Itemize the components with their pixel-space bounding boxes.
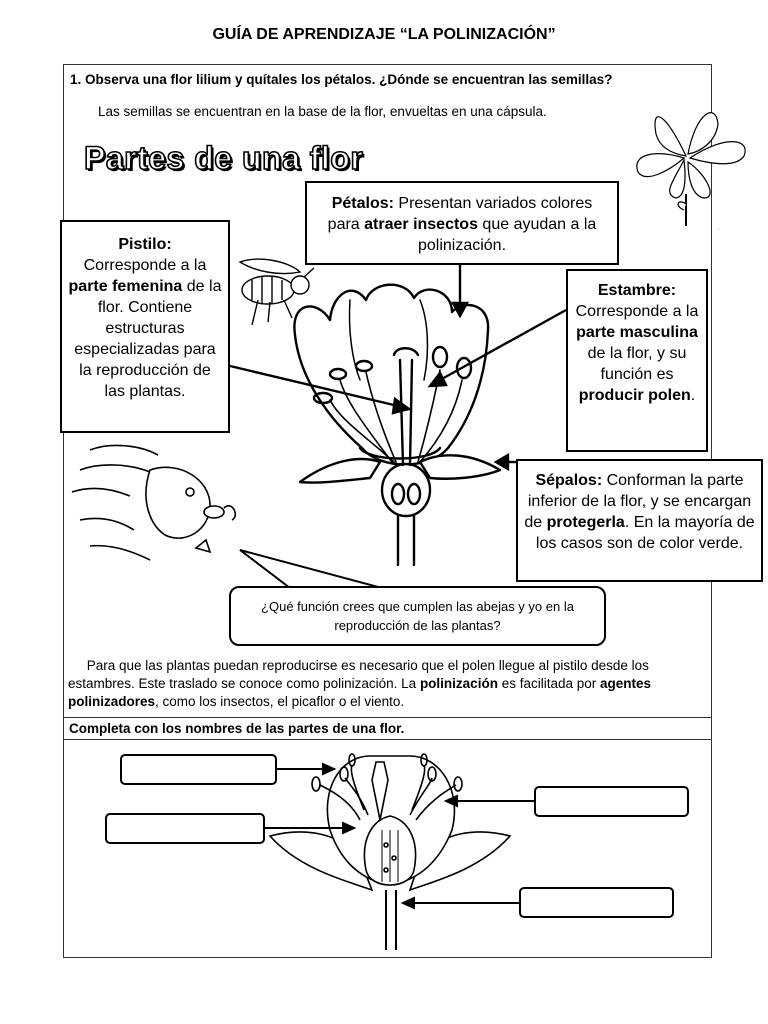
stamen-callout — [566, 269, 708, 452]
answer-blank-petals[interactable] — [120, 754, 277, 785]
petals-callout — [305, 181, 619, 265]
petals-term: Pétalos: — [331, 195, 394, 212]
answer-blank-sepals[interactable] — [519, 887, 674, 918]
section-heading: Partes de una flor — [84, 140, 364, 176]
callout-text: Corresponde a la — [83, 257, 207, 274]
paragraph-text: , como los insectos, el picaflor o el viento. — [155, 694, 405, 709]
paragraph-text: Para que las plantas puedan reproducirse es necesario que el polen llegue al pistilo desde los estambres. Este traslado se conoce como polinización. La — [68, 658, 649, 691]
callout-text: de la flor, y su función es — [587, 345, 687, 383]
callout-text: Conforman la parte inferior de la flor, y se encargan de — [524, 472, 752, 531]
stamen-term: Estambre: — [597, 282, 677, 299]
callout-bold-text: protegerla — [546, 514, 625, 531]
callout-bold-text: producir polen — [578, 387, 691, 404]
callout-text: . En la mayoría de los casos son de color verde. — [535, 514, 755, 552]
pistil-callout — [60, 220, 230, 433]
page-title: GUÍA DE APRENDIZAJE “LA POLINIZACIÓN” — [212, 26, 556, 43]
logo-watermark: · — [718, 226, 720, 232]
paragraph-bold-text: polinización — [419, 676, 498, 691]
callout-bold-text: parte femenina — [68, 278, 183, 295]
callout-bold-text: parte masculina — [576, 324, 698, 341]
wind-illustration — [72, 445, 235, 560]
speech-bubble: ¿Qué función crees que cumplen las abejas y yo en la reproducción de las plantas? — [229, 586, 606, 646]
callout-text: de la flor. Contiene estructuras especializadas para la reproducción de las plantas. — [74, 278, 222, 400]
paragraph-bold-text: agentes polinizadores — [68, 676, 652, 709]
callout-text: . — [690, 387, 696, 404]
question-1: 1. Observa una flor lilium y quítales los pétalos. ¿Dónde se encuentran las semillas? — [70, 72, 613, 87]
exercise-flower-diagram — [270, 754, 510, 950]
callout-bold-text: atraer insectos — [364, 216, 478, 233]
exercise-instruction: Completa con los nombres de las partes de una flor. — [69, 721, 405, 736]
callout-text: Corresponde a la — [575, 303, 699, 320]
answer-blank-stamen[interactable] — [105, 813, 265, 844]
sepals-callout — [516, 459, 763, 582]
answer-blank-pistil[interactable] — [534, 786, 689, 817]
answer-1: Las semillas se encuentran en la base de la flor, envueltas en una cápsula. — [98, 104, 547, 119]
callout-text: que ayudan a la polinización. — [417, 216, 597, 254]
pistil-term: Pistilo: — [118, 236, 172, 253]
sepals-term: Sépalos: — [535, 472, 603, 489]
paragraph-text: es facilitada por — [497, 676, 601, 691]
callout-text: Presentan variados colores para — [327, 195, 593, 233]
pollination-paragraph — [68, 657, 704, 711]
